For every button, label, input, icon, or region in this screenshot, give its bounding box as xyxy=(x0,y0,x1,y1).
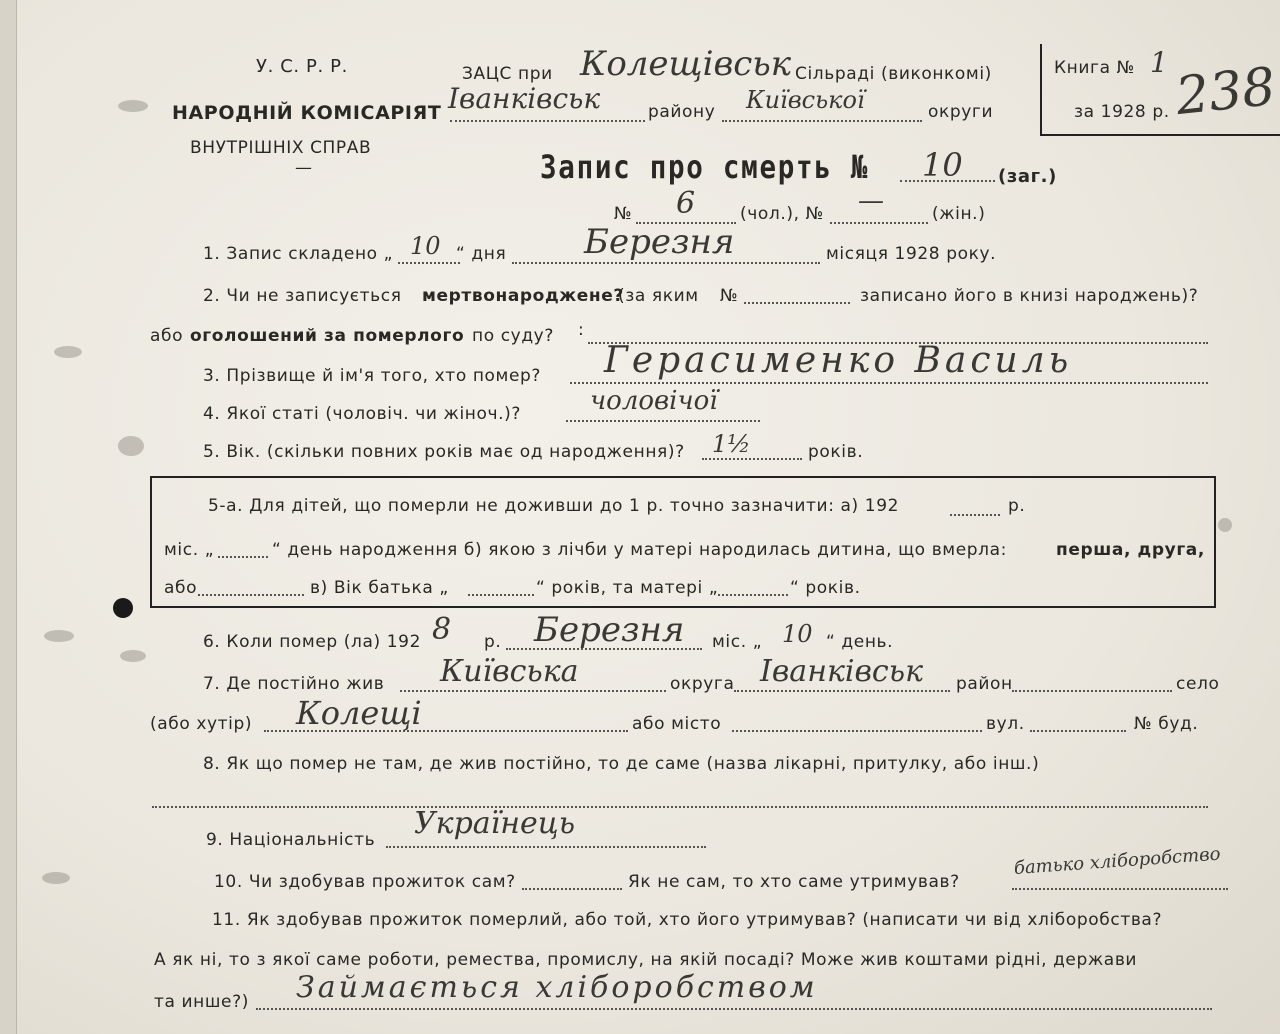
item5-text-a: 5. Вік. (скільки повних років має од народження)? xyxy=(203,442,685,462)
item2-text-d: або xyxy=(150,326,184,346)
ministry-title: НАРОДНІЙ КОМІСАРІЯТ xyxy=(172,102,442,124)
margin-smudge xyxy=(1218,518,1232,532)
zag-label: (заг.) xyxy=(998,166,1057,187)
item7-raion-handwritten: Іванківськ xyxy=(760,654,923,689)
okruha-label: округи xyxy=(928,102,994,122)
margin-smudge xyxy=(118,100,148,112)
header-dash: — xyxy=(295,158,313,178)
item8-line xyxy=(152,806,1208,808)
book-box-left xyxy=(1040,44,1042,136)
item1-day-handwritten: 10 xyxy=(410,232,441,260)
item5a-line1b: р. xyxy=(1008,496,1026,516)
okruha-line xyxy=(722,120,922,122)
item6-day-handwritten: 10 xyxy=(782,620,813,648)
item7-okruha-handwritten: Київська xyxy=(440,654,579,689)
item11-text-c: та инше?) xyxy=(154,992,249,1012)
item7-text-h: № буд. xyxy=(1134,714,1199,734)
item5-line xyxy=(702,458,802,460)
margin-smudge xyxy=(54,346,82,358)
item10-provider-handwritten: батько хліборобство xyxy=(1013,843,1222,879)
item6-text-b: р. xyxy=(484,632,502,652)
item7-text-c: район xyxy=(956,674,1013,694)
female-label: (жін.) xyxy=(932,204,986,224)
item2-no: № xyxy=(720,286,739,306)
item5-age-handwritten: 1½ xyxy=(712,430,751,458)
item5a-line1: 5-а. Для дітей, що померли не доживши до 1 р. точно зазначити: а) 192 xyxy=(208,496,900,516)
item3-line xyxy=(570,382,1208,384)
page-number-handwritten: 238 xyxy=(1173,56,1279,128)
district-handwritten: Іванківськ xyxy=(448,82,601,115)
item5a-line3b: в) Вік батька „ xyxy=(310,578,449,598)
item7-text-e: (або хутір) xyxy=(150,714,253,734)
item1-text-b: “ дня xyxy=(456,244,507,264)
record-title: Запис про смерть № xyxy=(540,148,870,186)
item4-line xyxy=(566,420,760,422)
item5a-line2b: “ день народження б) якою з лічби у матері народилась дитина, що вмерла: xyxy=(272,540,1007,560)
item4-sex-handwritten: чоловічої xyxy=(590,386,718,416)
item7-text-f: або місто xyxy=(632,714,722,734)
item11-line xyxy=(256,1008,1212,1010)
female-number-handwritten: — xyxy=(858,186,884,216)
zats-prefix: ЗАЦС при xyxy=(462,64,553,84)
item2-bold: мертвонароджене? xyxy=(422,286,624,306)
book-number-handwritten: 1 xyxy=(1150,46,1168,79)
item7-okruha-line xyxy=(400,690,666,692)
district-label: району xyxy=(648,102,716,122)
item3-text: 3. Прізвище й ім'я того, хто помер? xyxy=(203,366,542,386)
item2-no-line xyxy=(744,302,850,304)
item1-text-a: 1. Запис складено „ xyxy=(203,244,394,264)
zats-village-handwritten: Колещівськ xyxy=(580,44,792,84)
district-line xyxy=(450,120,645,122)
page-edge xyxy=(0,0,17,1034)
ministry-subtitle: ВНУТРІШНІХ СПРАВ xyxy=(190,138,372,158)
male-no-label: № xyxy=(614,204,633,224)
item5a-line3a: або xyxy=(164,578,198,598)
margin-smudge xyxy=(42,872,70,884)
zats-suffix: Сільраді (виконкомі) xyxy=(795,64,992,84)
item6-month-handwritten: Березня xyxy=(534,610,685,650)
margin-smudge xyxy=(44,630,74,642)
male-number-handwritten: 6 xyxy=(676,186,696,221)
item9-text: 9. Національність xyxy=(206,830,376,850)
male-label: (чол.), № xyxy=(740,204,824,224)
item7-selo-line xyxy=(1012,690,1172,692)
item7-raion-line xyxy=(734,690,950,692)
item7-text-b: округа xyxy=(670,674,735,694)
item5a-line2c: перша, друга, xyxy=(1056,540,1205,560)
item7-text-g: вул. xyxy=(986,714,1025,734)
item4-text: 4. Якої статі (чоловіч. чи жіноч.)? xyxy=(203,404,522,424)
item7-text-a: 7. Де постійно жив xyxy=(203,674,385,694)
item10-text-b: Як не сам, то хто саме утримував? xyxy=(628,872,960,892)
okruha-handwritten: Київської xyxy=(746,86,865,114)
margin-smudge xyxy=(120,650,146,662)
item11-text-b: А як ні, то з якої саме роботи, ремества, промислу, на якій посаді? Може жив коштами рідні, держави xyxy=(154,950,1138,970)
item10-self-line xyxy=(522,888,622,890)
item9-line xyxy=(386,846,706,848)
book-label: Книга № xyxy=(1054,58,1135,78)
item5a-father-line xyxy=(468,594,534,596)
item6-text-a: 6. Коли помер (ла) 192 xyxy=(203,632,422,652)
item11-occupation-handwritten: Займається хліборобством xyxy=(296,970,818,1005)
item5a-month-line xyxy=(218,556,268,558)
book-box-bottom xyxy=(1040,134,1280,136)
item6-text-d: “ день. xyxy=(826,632,894,652)
item1-month-line xyxy=(512,262,820,264)
item2-text-e: по суду? xyxy=(472,326,554,346)
item10-text-a: 10. Чи здобував прожиток сам? xyxy=(214,872,516,892)
item2-text-b: (за яким xyxy=(618,286,699,306)
female-no-line xyxy=(830,222,928,224)
item1-day-line xyxy=(398,262,460,264)
item7-text-d: село xyxy=(1176,674,1220,694)
item5-text-b: років. xyxy=(808,442,864,462)
item1-text-c: місяця 1928 року. xyxy=(826,244,997,264)
item9-nationality-handwritten: Українець xyxy=(414,806,576,841)
item5a-line3c: “ років, та матері „ xyxy=(536,578,719,598)
item5a-mother-line xyxy=(718,594,788,596)
item1-month-handwritten: Березня xyxy=(584,222,735,262)
book-year-label: за 1928 р. xyxy=(1074,102,1170,122)
item5a-order-line xyxy=(198,594,304,596)
item11-text-a: 11. Як здобував прожиток померлий, або той, хто його утримував? (написати чи від хліборобства? xyxy=(212,910,1163,930)
record-number-handwritten: 10 xyxy=(922,146,963,184)
item7-village-handwritten: Колещі xyxy=(296,694,422,732)
item6-year-handwritten: 8 xyxy=(432,612,452,647)
item10-provider-line xyxy=(1012,888,1228,890)
item7-city-line xyxy=(732,730,982,732)
item2-bold2: оголошений за померлого xyxy=(190,326,465,346)
item2-text-c: записано його в книзі народжень)? xyxy=(860,286,1199,306)
item7-street-line xyxy=(1030,730,1126,732)
item5a-line2a: міс. „ xyxy=(164,540,215,560)
item5a-line3d: “ років. xyxy=(790,578,861,598)
item6-text-c: міс. „ xyxy=(712,632,763,652)
item8-text: 8. Як що помер не там, де жив постійно, то де саме (назва лікарні, притулку, або інш.) xyxy=(203,754,1040,774)
usrr-label: У. С. Р. Р. xyxy=(256,56,348,77)
item3-name-handwritten: Герасименко Василь xyxy=(604,340,1073,381)
item2-text-a: 2. Чи не записується xyxy=(203,286,402,306)
margin-smudge xyxy=(118,436,144,456)
ink-hole-mark xyxy=(113,598,133,618)
item5a-year-line xyxy=(950,514,1000,516)
item2-colon: : xyxy=(578,320,585,340)
